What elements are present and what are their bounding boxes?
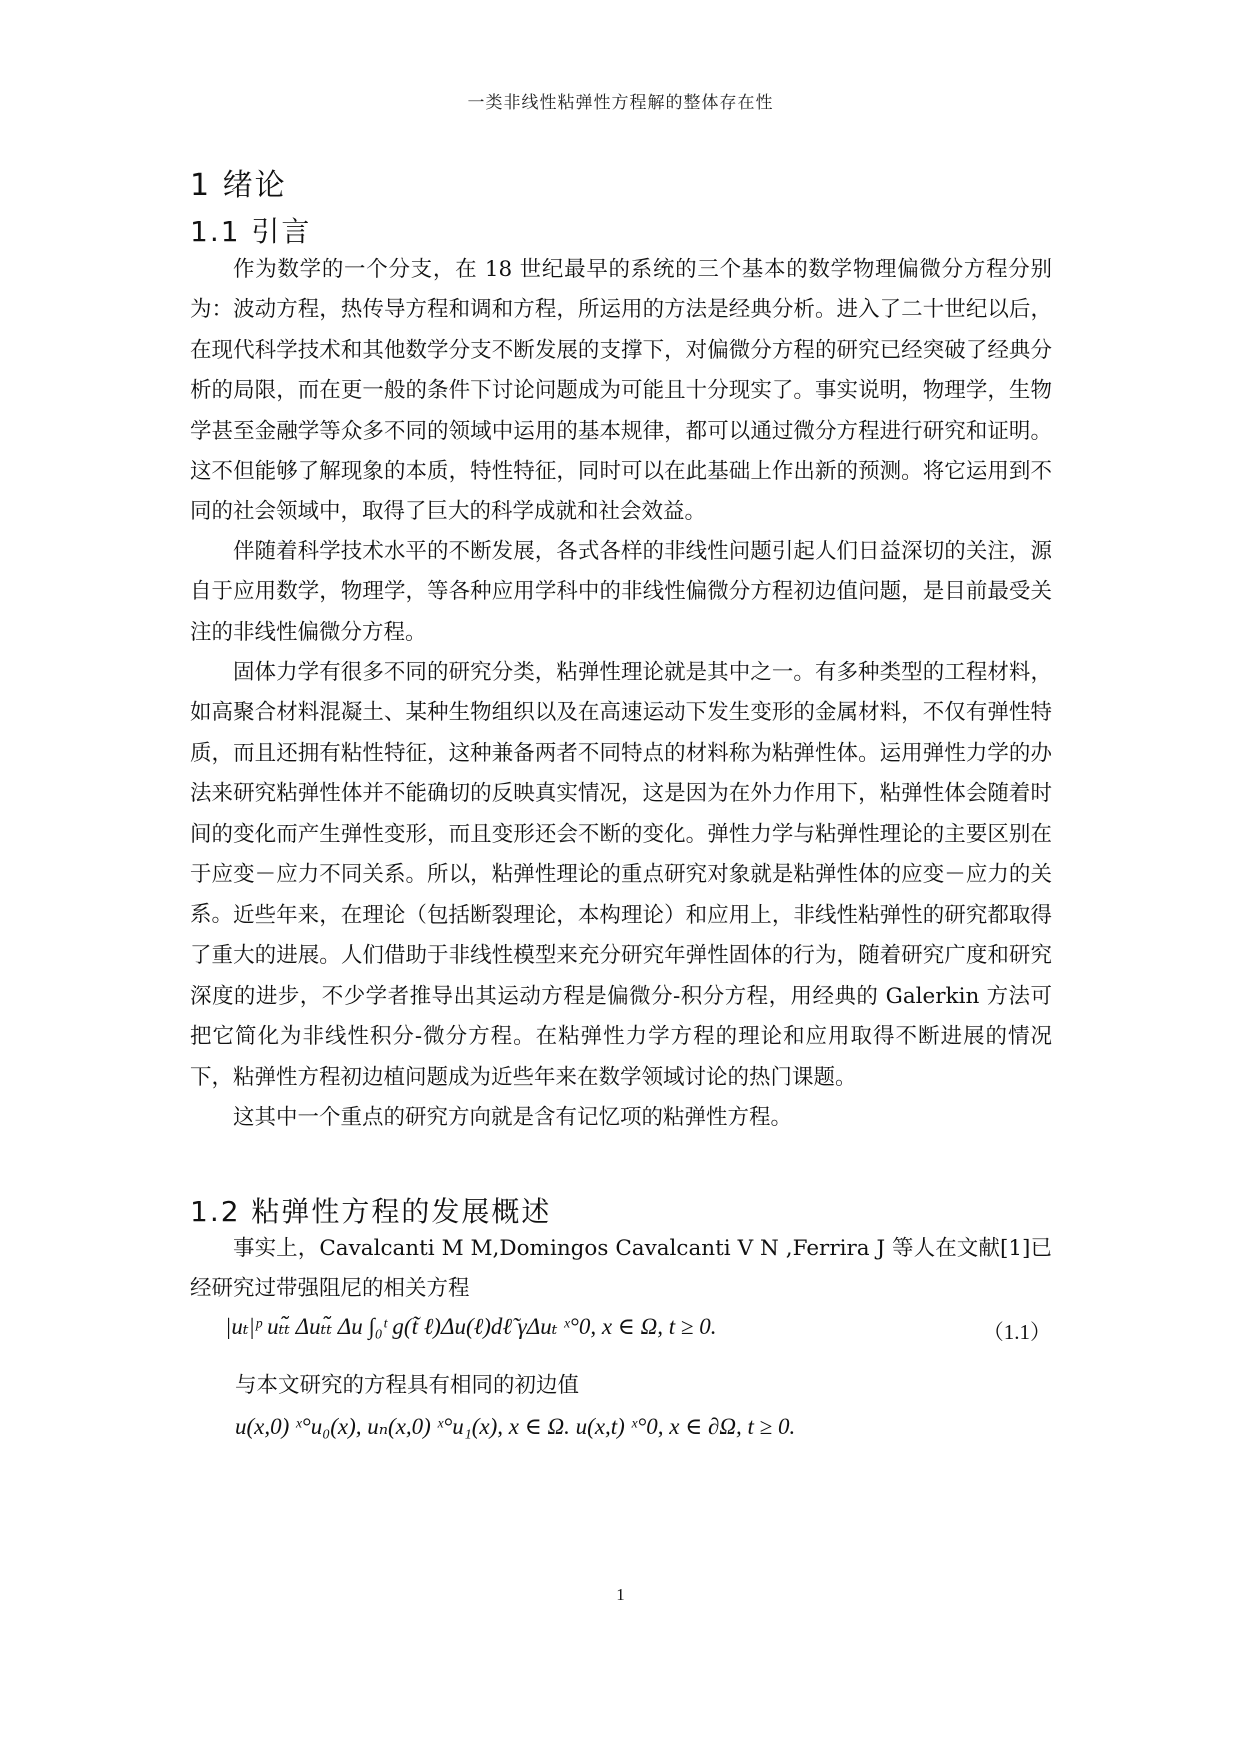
paragraph-6: 事实上，Cavalcanti M M,Domingos Cavalcanti V N ,Ferrira J 等人在文献[1]已经研究过带强阻尼的相关方程 — [190, 1236, 1052, 1302]
equation-number: （1.1） — [982, 1320, 1051, 1344]
equation-1-1: |uₜ|ᵖ uₜₜ̃ Δuₜₜ̃ Δu ∫₀ᵗ g(t̃ ℓ)Δu(ℓ)dℓ̃ γΔuₜ ˣ°0, x ∈ Ω, t ≥ 0. — [225, 1314, 717, 1339]
paragraph-2: 伴随着科学技术水平的不断发展，各式各样的非线性问题引起人们日益深切的关注，源自于应用数学，物理学，等各种应用学科中的非线性偏微分方程初边值问题，是目前最受关注的非线性偏微分方程。 — [190, 539, 1052, 645]
section-heading-overview: 1.2 粘弹性方程的发展概述 — [190, 1195, 552, 1228]
paragraph-1: 作为数学的一个分支，在 18 世纪最早的系统的三个基本的数学物理偏微分方程分别为：波动方程，热传导方程和调和方程，所运用的方法是经典分析。进入了二十世纪以后，在现代科学技术和其他数学分支不断发展的支撑下，对偏微分方程的研究已经突破了经典分析的局限，而在更一般的条件下讨论问题成为可能且十分现实了。事实说明，物理学，生物学甚至金融学等众多不同的领域中运用的基本规律，都可以通过微分方程进行研究和证明。这不但能够了解现象的本质，特性特征，同时可以在此基础上作出新的预测。将它运用到不同的社会领域中，取得了巨大的科学成就和社会效益。 — [190, 257, 1052, 525]
running-header: 一类非线性粘弹性方程解的整体存在性 — [467, 93, 774, 113]
intermediate-text: 与本文研究的方程具有相同的初边值 — [235, 1373, 580, 1398]
paragraph-4: 近些年来，在理论（包括断裂理论，本构理论）和应用上，非线性粘弹性的研究都取得了重大的进展。人们借助于非线性模型来充分研究年弹性固体的行为，随着研究广度和研究深度的进步，不少学者推导出其运动方程是偏微分-积分方程，用经典的 Galerkin 方法可把它简化为非线性积分-微分方程。在粘弹性力学方程的理论和应用取得不断进展的情况下，粘弹性方程初边植问题成为近些年来在数学领域讨论的热门课题。 — [190, 903, 1052, 1090]
paragraph-5: 这其中一个重点的研究方向就是含有记忆项的粘弹性方程。 — [233, 1105, 793, 1130]
paragraph-3: 固体力学有很多不同的研究分类，粘弹性理论就是其中之一。有多种类型的工程材料，如高聚合材料混凝土、某种生物组织以及在高速运动下发生变形的金属材料，不仅有弹性特质，而且还拥有粘性特征，这种兼备两者不同特点的材料称为粘弹性体。运用弹性力学的办法来研究粘弹性体并不能确切的反映真实情况，这是因为在外力作用下，粘弹性体会随着时间的变化而产生弹性变形，而且变形还会不断的变化。弹性力学与粘弹性理论的主要区别在于应变－应力不同关系。所以，粘弹性理论的重点研究对象就是粘弹性体的应变－应力的关系。 — [190, 660, 1052, 928]
equation-boundary: u(x,0) ˣ°u₀(x), uₙ(x,0) ˣ°u₁(x), x ∈ Ω. u(x,t) ˣ°0, x ∈ ∂Ω, t ≥ 0. — [235, 1414, 796, 1439]
chapter-heading: 1 绪论 — [190, 168, 287, 203]
page-number: 1 — [616, 1585, 625, 1604]
section-heading-intro: 1.1 引言 — [190, 215, 312, 248]
